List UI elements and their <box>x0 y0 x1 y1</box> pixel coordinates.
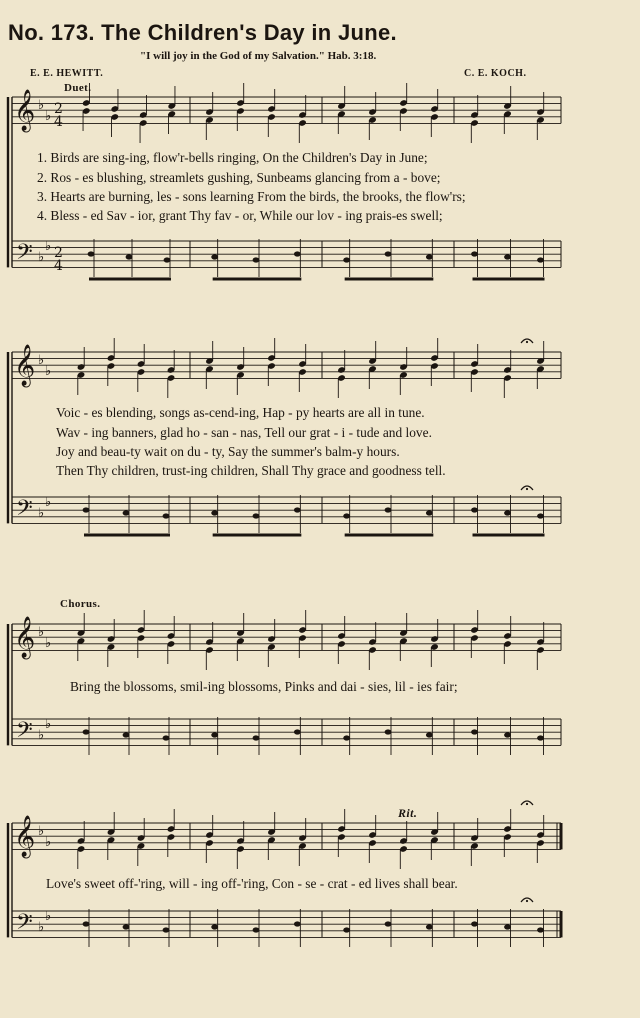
bass-note-head <box>83 729 90 734</box>
bass-note-head <box>504 254 511 259</box>
bass-clef: 𝄢 <box>16 240 33 270</box>
lyricist-credit: E. E. HEWITT. <box>30 68 104 79</box>
verse-2-line-1: 2. Ros - es blushing, streamlets gushing, Sunbeams glancing from a - bove; <box>37 170 441 185</box>
ritardando-marking: Rit. <box>398 806 418 820</box>
fermata-dot <box>526 803 528 805</box>
flat-sign: ♭ <box>45 717 52 732</box>
bass-note-head <box>537 927 544 932</box>
flat-sign: ♭ <box>38 250 45 265</box>
bass-note-head <box>294 729 301 734</box>
bass-clef: 𝄢 <box>16 496 33 526</box>
bass-note-head <box>294 251 301 256</box>
flat-sign: ♭ <box>38 506 45 521</box>
bass-note-head <box>294 507 301 512</box>
flat-sign: ♭ <box>45 636 52 651</box>
bass-note-head <box>211 510 218 515</box>
bass-note-head <box>253 257 260 262</box>
flat-sign: ♭ <box>45 364 52 379</box>
chorus-marking: Chorus. <box>60 598 101 610</box>
bass-note-head <box>471 507 478 512</box>
verse-1-line-1: 1. Birds are sing-ing, flow'r-bells ringing, On the Children's Day in June; <box>37 150 428 165</box>
bass-note-head <box>385 507 392 512</box>
flat-sign: ♭ <box>45 909 52 924</box>
flat-sign: ♭ <box>38 920 45 935</box>
verse-3-line-2: Joy and beau-ty wait on du - ty, Say the summer's balm-y hours. <box>56 444 400 459</box>
bass-note-head <box>426 732 433 737</box>
flat-sign: ♭ <box>45 239 52 254</box>
bass-note-head <box>126 254 133 259</box>
bass-note-head <box>426 254 433 259</box>
fermata-dot <box>526 488 528 490</box>
bass-note-head <box>211 924 218 929</box>
treble-clef: 𝄞 <box>14 816 36 857</box>
composer-credit: C. E. KOCH. <box>464 68 527 79</box>
bass-note-head <box>163 735 170 740</box>
verse-4-line-1: 4. Bless - ed Sav - ior, grant Thy fav - or, While our lov - ing prais-es swell; <box>37 208 443 223</box>
flat-sign: ♭ <box>45 109 52 124</box>
fermata-dot <box>526 900 528 902</box>
time-signature-bottom: 4 <box>54 258 63 274</box>
flat-sign: ♭ <box>38 728 45 743</box>
bass-note-head <box>163 513 170 518</box>
bass-note-head <box>426 924 433 929</box>
bass-note-head <box>123 732 130 737</box>
bass-note-head <box>537 513 544 518</box>
bass-note-head <box>385 921 392 926</box>
bass-note-head <box>253 513 260 518</box>
bass-note-head <box>211 732 218 737</box>
bass-note-head <box>123 510 130 515</box>
flat-sign: ♭ <box>38 824 45 839</box>
treble-clef: 𝄞 <box>14 90 36 131</box>
bass-note-head <box>83 921 90 926</box>
verse-2-line-2: Wav - ing banners, glad ho - san - nas, Tell our grat - i - tude and love. <box>56 425 432 440</box>
flat-sign: ♭ <box>45 835 52 850</box>
time-signature-bottom: 4 <box>54 114 63 130</box>
bass-note-head <box>253 927 260 932</box>
treble-clef: 𝄞 <box>14 617 36 658</box>
bass-note-head <box>471 921 478 926</box>
bass-note-head <box>253 735 260 740</box>
bass-note-head <box>343 735 350 740</box>
bass-note-head <box>343 927 350 932</box>
bass-note-head <box>88 251 95 256</box>
verse-4-line-2: Then Thy children, trust-ing children, Shall Thy grace and goodness tell. <box>56 463 446 478</box>
time-signature-top: 2 <box>54 245 63 261</box>
bass-note-head <box>164 257 171 262</box>
bass-note-head <box>294 921 301 926</box>
bass-note-head <box>385 729 392 734</box>
bass-note-head <box>385 251 392 256</box>
scripture-reference: "I will joy in the God of my Salvation." Hab. 3:18. <box>140 50 377 62</box>
bass-note-head <box>343 513 350 518</box>
hymn-title: No. 173. The Children's Day in June. <box>8 20 397 45</box>
bass-note-head <box>426 510 433 515</box>
fermata-dot <box>526 341 528 343</box>
verse-1-line-2: Voic - es blending, songs as-cend-ing, Hap - py hearts are all in tune. <box>56 405 425 420</box>
bass-note-head <box>504 732 511 737</box>
duet-marking: Duet. <box>64 82 92 94</box>
chorus-line-1: Bring the blossoms, smil-ing blossoms, Pinks and dai - sies, lil - ies fair; <box>70 679 458 694</box>
bass-note-head <box>471 729 478 734</box>
flat-sign: ♭ <box>38 353 45 368</box>
verse-3-line-1: 3. Hearts are burning, les - sons learning From the birds, the brooks, the flow'rs; <box>37 189 466 204</box>
treble-clef: 𝄞 <box>14 345 36 386</box>
bass-clef: 𝄢 <box>16 910 33 940</box>
bass-note-head <box>343 257 350 262</box>
bass-note-head <box>471 251 478 256</box>
flat-sign: ♭ <box>38 625 45 640</box>
bass-note-head <box>537 257 544 262</box>
bass-note-head <box>504 510 511 515</box>
bass-clef: 𝄢 <box>16 718 33 748</box>
bass-note-head <box>537 735 544 740</box>
bass-note-head <box>163 927 170 932</box>
bass-note-head <box>211 254 218 259</box>
chorus-line-2: Love's sweet off-'ring, will - ing off-'ring, Con - se - crat - ed lives shall bear. <box>46 876 458 891</box>
bass-note-head <box>123 924 130 929</box>
flat-sign: ♭ <box>38 98 45 113</box>
bass-note-head <box>83 507 90 512</box>
flat-sign: ♭ <box>45 495 52 510</box>
bass-note-head <box>504 924 511 929</box>
time-signature-top: 2 <box>54 101 63 117</box>
